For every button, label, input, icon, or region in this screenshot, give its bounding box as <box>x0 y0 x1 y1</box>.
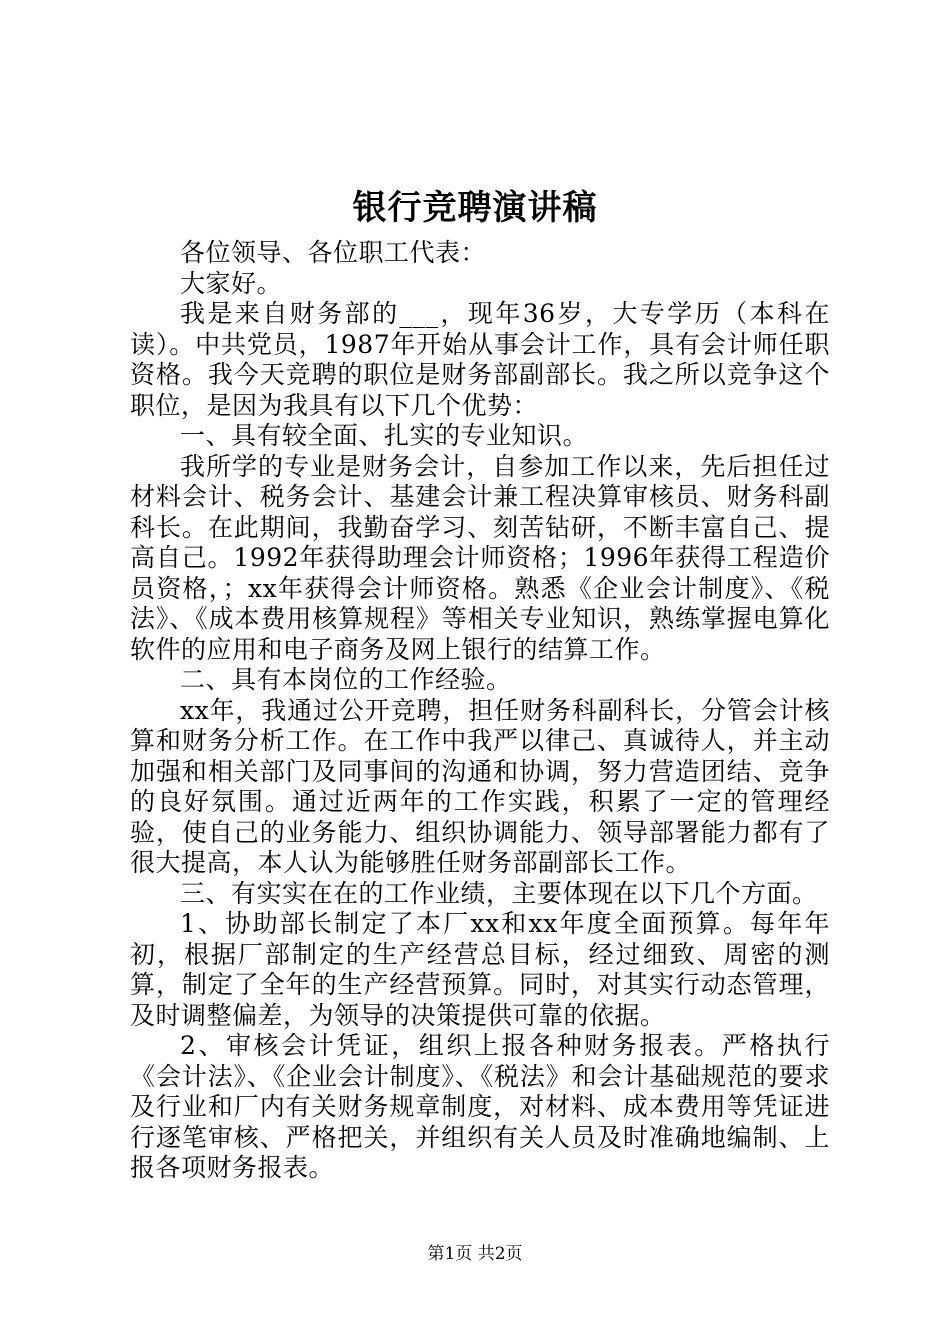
salutation-paragraph: 各位领导、各位职工代表： <box>180 238 487 267</box>
greeting-paragraph: 大家好。 <box>180 268 283 298</box>
intro-paragraph: 我是来自财务部的___，现年36岁，大专学历（本科在读）。中共党员，1987年开始从事会计工作，具有会计师任职资格。我今天竞聘的职位是财务部副部长。我之所以竞争这个职位，是因为我具有以下几个优势： <box>130 299 830 420</box>
body-paragraph: 2、审核会计凭证，组织上报各种财务报表。严格执行《会计法》、《企业会计制度》、《税法》和会计基础规范的要求及行业和厂内有关财务规章制度，对材料、成本费用等凭证进行逐笔审核、严格把关，并组织有关人员及时准确地编制、上报各项财务报表。 <box>130 1031 830 1182</box>
page-footer: 第1页 共2页 <box>427 1244 523 1264</box>
document-body <box>130 238 830 1184</box>
document-title: 银行竞聘演讲稿 <box>352 188 598 228</box>
section-heading-2: 二、具有本岗位的工作经验。 <box>180 665 512 694</box>
body-paragraph: xx年，我通过公开竞聘，担任财务科副科长，分管会计核算和财务分析工作。在工作中我严以律己、真诚待人，并主动加强和相关部门及同事间的沟通和协调，努力营造团结、竞争的良好氛围。通过近两年的工作实践，积累了一定的管理经验，使自己的业务能力、组织协调能力、领导部署能力都有了很大提高，本人认为能够胜任财务部副部长工作。 <box>130 695 830 877</box>
section-heading-1: 一、具有较全面、扎实的专业知识。 <box>180 421 589 450</box>
body-paragraph: 我所学的专业是财务会计，自参加工作以来，先后担任过材料会计、税务会计、基建会计兼工程决算审核员、财务科副科长。在此期间，我勤奋学习、刻苦钻研，不断丰富自己、提高自己。1992年获得助理会计师资格；1996年获得工程造价员资格，；xx年获得会计师资格。熟悉《企业会计制度》、《税法》、《成本费用核算规程》等相关专业知识，熟练掌握电算化软件的应用和电子商务及网上银行的结算工作。 <box>130 451 830 664</box>
body-paragraph: 1、协助部长制定了本厂xx和xx年度全面预算。每年年初，根据厂部制定的生产经营总目标，经过细致、周密的测算，制定了全年的生产经营预算。同时，对其实行动态管理，及时调整偏差，为领导的决策提供可靠的依据。 <box>130 909 830 1030</box>
section-heading-3: 三、有实实在在的工作业绩，主要体现在以下几个方面。 <box>180 878 818 908</box>
